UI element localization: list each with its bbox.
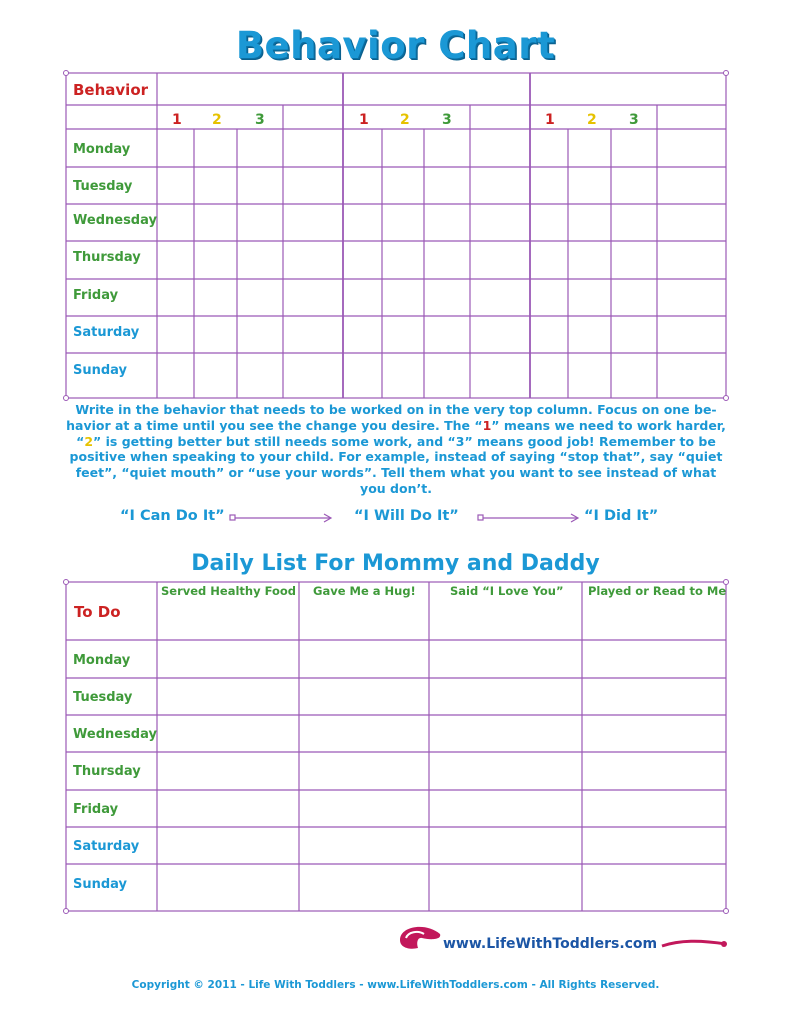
day-label-monday: Monday [73,142,131,157]
day-label-saturday: Saturday [73,325,140,340]
scale-2: 2 [400,112,410,128]
day-label-friday: Friday [73,802,119,817]
website-link[interactable]: www.LifeWithToddlers.com [443,936,658,952]
logo-icon [396,918,444,954]
todo-header-label: To Do [74,603,121,621]
day-label-tuesday: Tuesday [73,690,133,705]
behavior-header-label: Behavior [73,81,149,99]
step-i-can-do-it: “I Can Do It” [120,508,225,524]
day-label-thursday: Thursday [73,764,141,779]
scale-2: 2 [587,112,597,128]
page-title: Behavior Chart [235,24,556,67]
instructions-note: Write in the behavior that needs to be worked on in the very top column. Focus on one be-havior at a time until you see the change you desire. The “1” means we need to work harder, “2” is getting better but still needs some work, and “3” means good job! Remember to be positive when speaking to your child. For example, instead of saying “stop that”, say “quiet feet”, “quiet mouth” or “use your words”. Tell them what you want to see instead of what you don’t. [66,402,726,496]
column-header-gave-me-a-hug: Gave Me a Hug! [313,584,416,598]
day-label-tuesday: Tuesday [73,179,133,194]
scale-1: 1 [359,112,369,128]
scale-3: 3 [255,112,265,128]
day-label-wednesday: Wednesday [73,727,157,742]
day-label-wednesday: Wednesday [73,213,157,228]
step-i-will-do-it: “I Will Do It” [354,508,459,524]
day-label-sunday: Sunday [73,877,128,892]
column-header-played-or-read: Played or Read to Me [588,584,727,598]
scale-3: 3 [442,112,452,128]
scale-1: 1 [545,112,555,128]
day-label-monday: Monday [73,653,131,668]
day-label-friday: Friday [73,288,119,303]
day-label-sunday: Sunday [73,363,128,378]
copyright-notice: Copyright © 2011 - Life With Toddlers - www.LifeWithToddlers.com - All Rights Reserved. [131,979,660,991]
column-header-served-healthy-food: Served Healthy Food [161,584,297,598]
logo-swoosh-icon [660,936,730,952]
column-header-said-i-love-you: Said “I Love You” [450,584,564,598]
daily-list-title: Daily List For Mommy and Daddy [191,551,600,576]
day-label-saturday: Saturday [73,839,140,854]
day-label-thursday: Thursday [73,250,141,265]
scale-1: 1 [172,112,182,128]
scale-2: 2 [212,112,222,128]
step-i-did-it: “I Did It” [584,508,659,524]
scale-3: 3 [629,112,639,128]
